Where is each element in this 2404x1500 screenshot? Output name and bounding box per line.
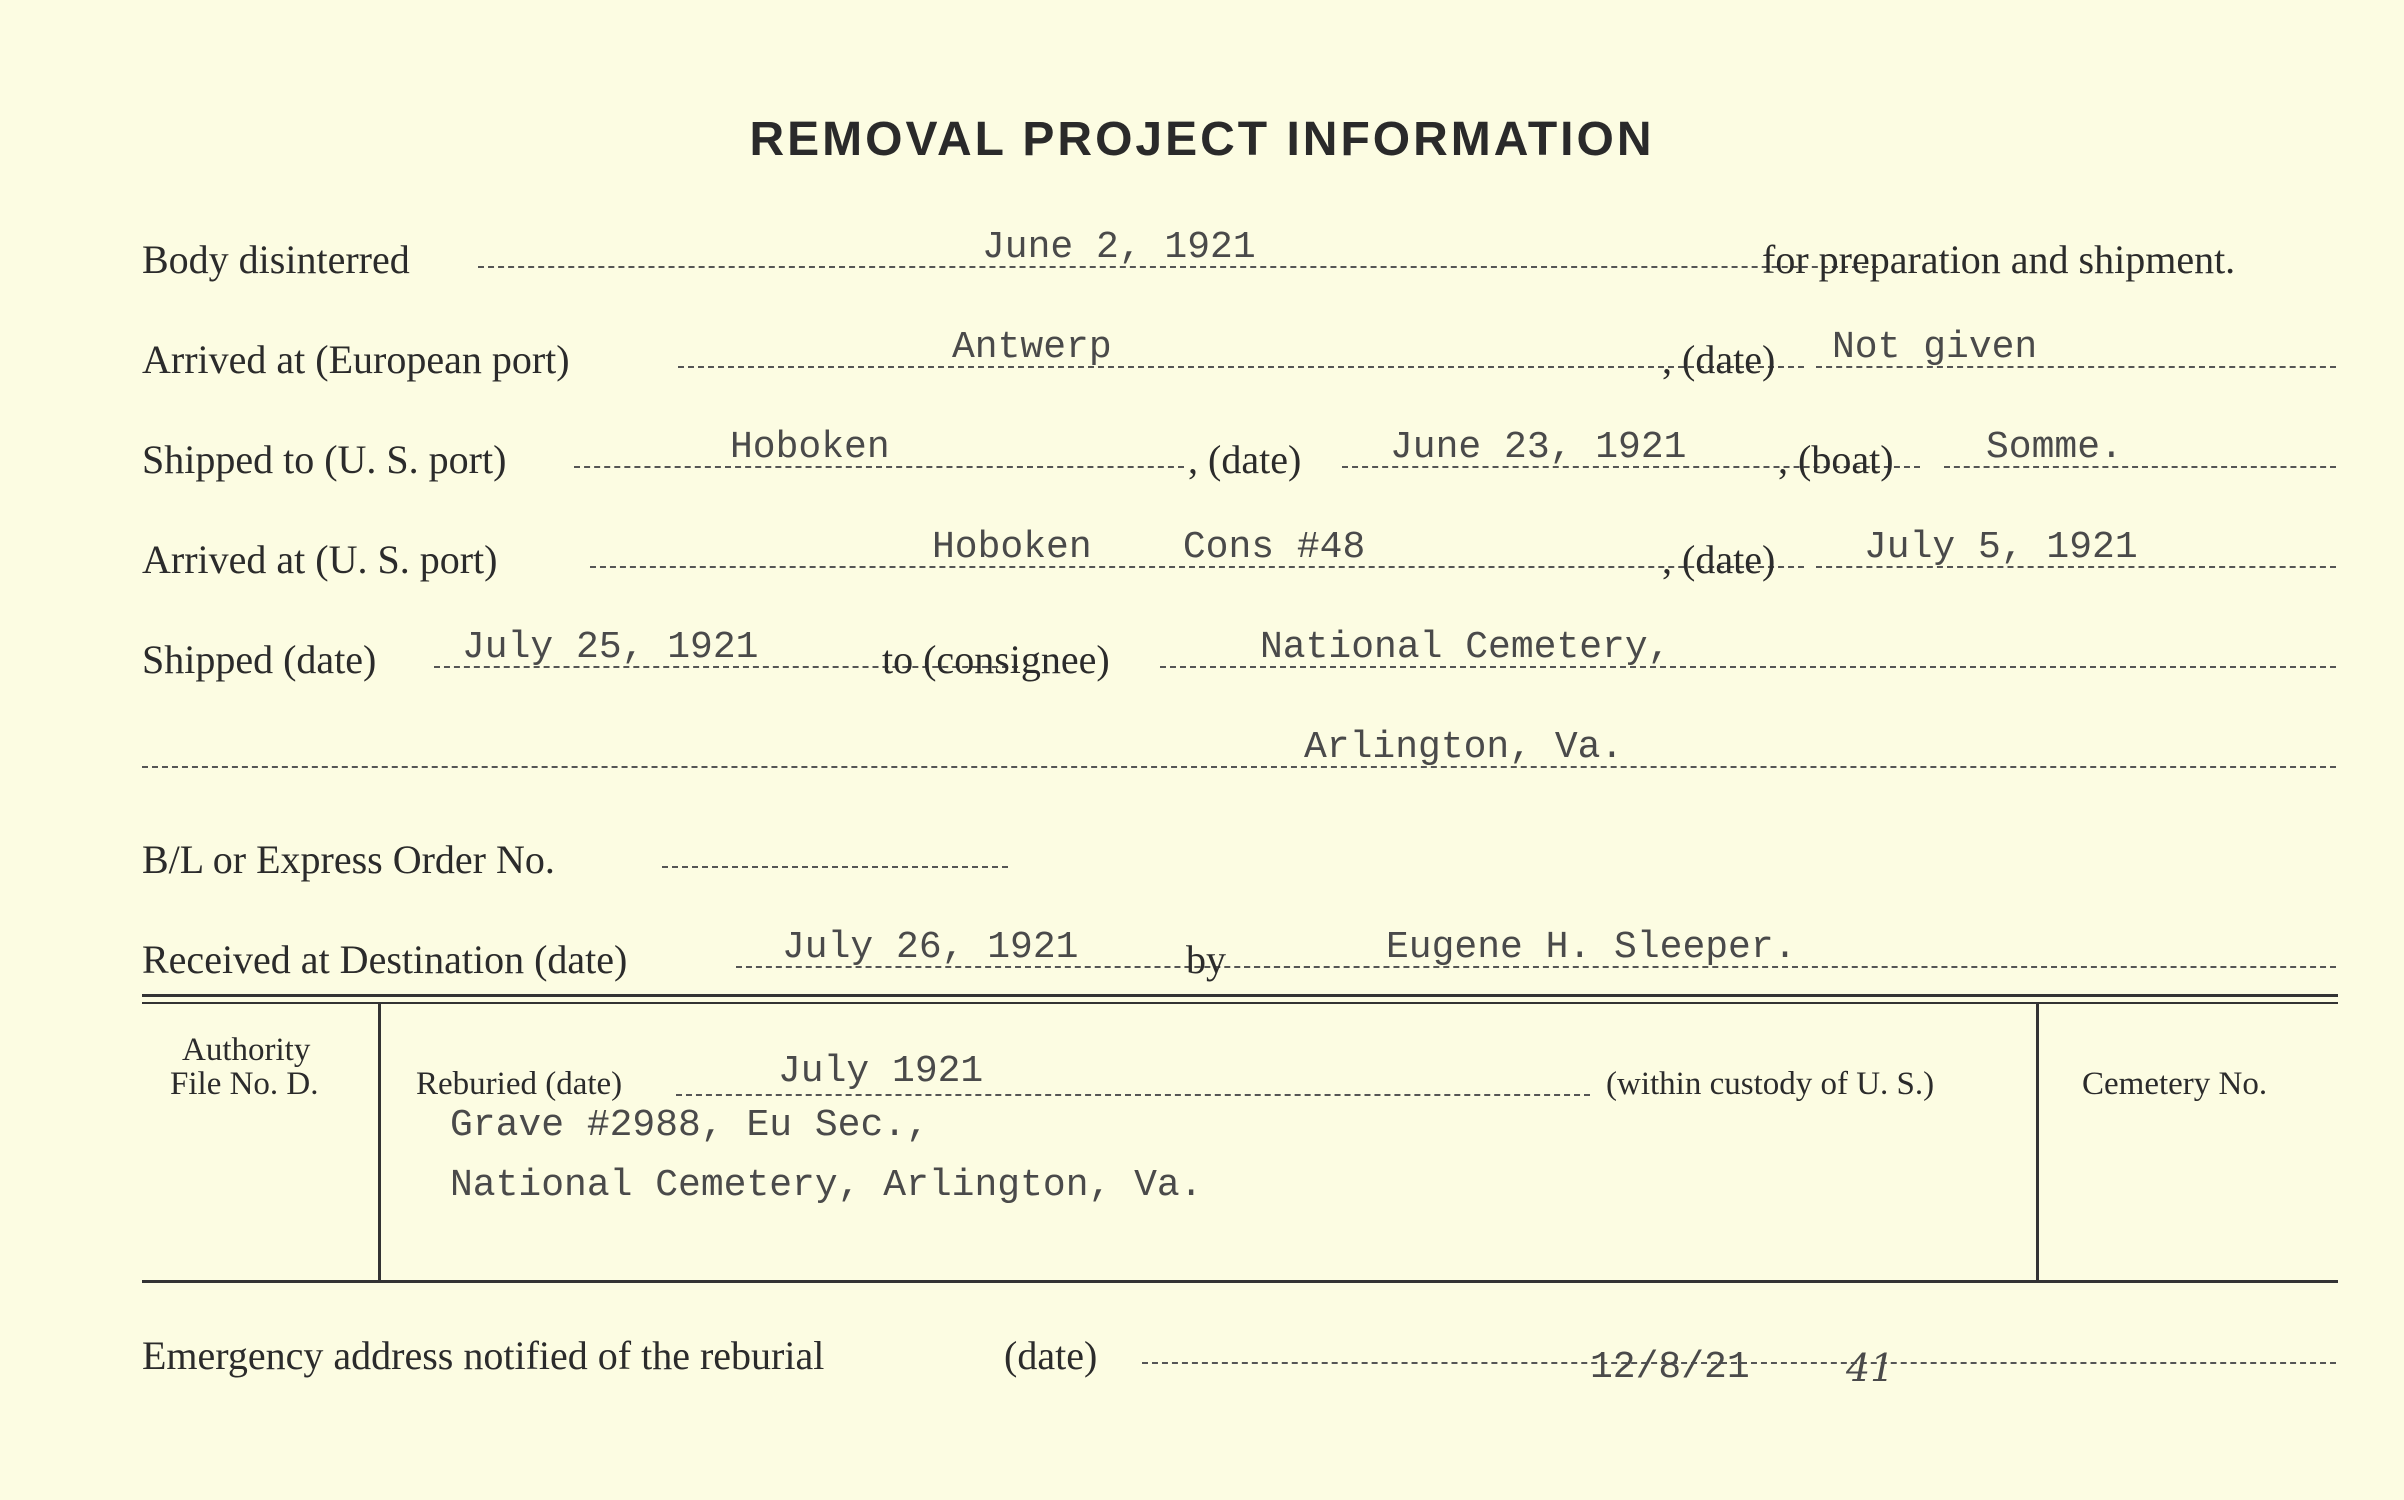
bl-line — [662, 866, 1008, 868]
shipped-us-boat-label: , (boat) — [1778, 437, 1894, 482]
custody-label: (within custody of U. S.) — [1606, 1066, 1935, 1102]
cemetery-label: Cemetery No. — [2082, 1066, 2268, 1102]
arrived-us-date-value: July 5, 1921 — [1864, 526, 2138, 569]
row-received — [142, 926, 2342, 996]
emergency-initials: 41 — [1846, 1346, 1895, 1390]
grave-line: Grave #2988, Eu Sec., — [450, 1104, 929, 1147]
authority-label-1: Authority — [182, 1032, 311, 1068]
received-date-value: July 26, 1921 — [782, 926, 1079, 969]
shipped-us-value: Hoboken — [730, 426, 890, 469]
box-top-rule-2 — [142, 1002, 2338, 1004]
consignee-line2 — [142, 766, 2336, 768]
disinterred-suffix: for preparation and shipment. — [1762, 237, 2236, 282]
authority-label-2: File No. D. — [170, 1066, 319, 1102]
box-bottom-rule — [142, 1280, 2338, 1283]
arrived-europe-label: Arrived at (European port) — [142, 337, 570, 382]
row-shipped-us — [142, 426, 2342, 496]
shipped-us-label: Shipped to (U. S. port) — [142, 437, 507, 482]
emergency-label: Emergency address notified of the reburial — [142, 1333, 825, 1378]
shipped-label: Shipped (date) — [142, 637, 377, 682]
received-label: Received at Destination (date) — [142, 937, 628, 982]
shipped-us-date-value: June 23, 1921 — [1390, 426, 1687, 469]
row-consignee-line2 — [142, 726, 2342, 796]
bl-label: B/L or Express Order No. — [142, 837, 555, 882]
emergency-date-label: (date) — [1004, 1333, 1098, 1378]
row-arrived-us — [142, 526, 2342, 596]
consignee-value: National Cemetery, — [1260, 626, 1671, 669]
consignee-line2-value: Arlington, Va. — [1304, 726, 1624, 769]
arrived-us-date-label: , (date) — [1662, 537, 1776, 582]
row-disinterred — [142, 226, 2342, 296]
shipped-us-date-label: , (date) — [1188, 437, 1302, 482]
box-divider-left — [378, 1004, 381, 1280]
received-by-value: Eugene H. Sleeper. — [1386, 926, 1797, 969]
arrived-europe-date-value: Not given — [1832, 326, 2038, 369]
disinterred-value: June 2, 1921 — [982, 226, 1256, 269]
box-top-rule-1 — [142, 994, 2338, 997]
disinterred-label: Body disinterred — [142, 237, 410, 282]
received-by-label: by — [1186, 937, 1226, 982]
box-divider-right — [2036, 1004, 2039, 1280]
row-arrived-europe — [142, 326, 2342, 396]
arrived-us-value: Hoboken Cons #48 — [932, 526, 1366, 569]
reburied-value: July 1921 — [778, 1050, 984, 1093]
arrived-europe-date-label: , (date) — [1662, 337, 1776, 382]
arrived-us-label: Arrived at (U. S. port) — [142, 537, 498, 582]
consignee-label: to (consignee) — [882, 637, 1110, 682]
row-emergency — [142, 1332, 2342, 1392]
arrived-europe-line — [678, 366, 1804, 368]
reburied-line — [676, 1094, 1590, 1096]
reburied-label: Reburied (date) — [416, 1066, 623, 1102]
row-shipped — [142, 626, 2342, 696]
row-bl — [142, 836, 2342, 896]
shipped-us-boat-value: Somme. — [1986, 426, 2123, 469]
location-line: National Cemetery, Arlington, Va. — [450, 1164, 1203, 1207]
emergency-value: 12/8/21 — [1590, 1346, 1750, 1389]
shipped-date-value: July 25, 1921 — [462, 626, 759, 669]
page-title: REMOVAL PROJECT INFORMATION — [749, 113, 1655, 166]
arrived-europe-value: Antwerp — [952, 326, 1112, 369]
